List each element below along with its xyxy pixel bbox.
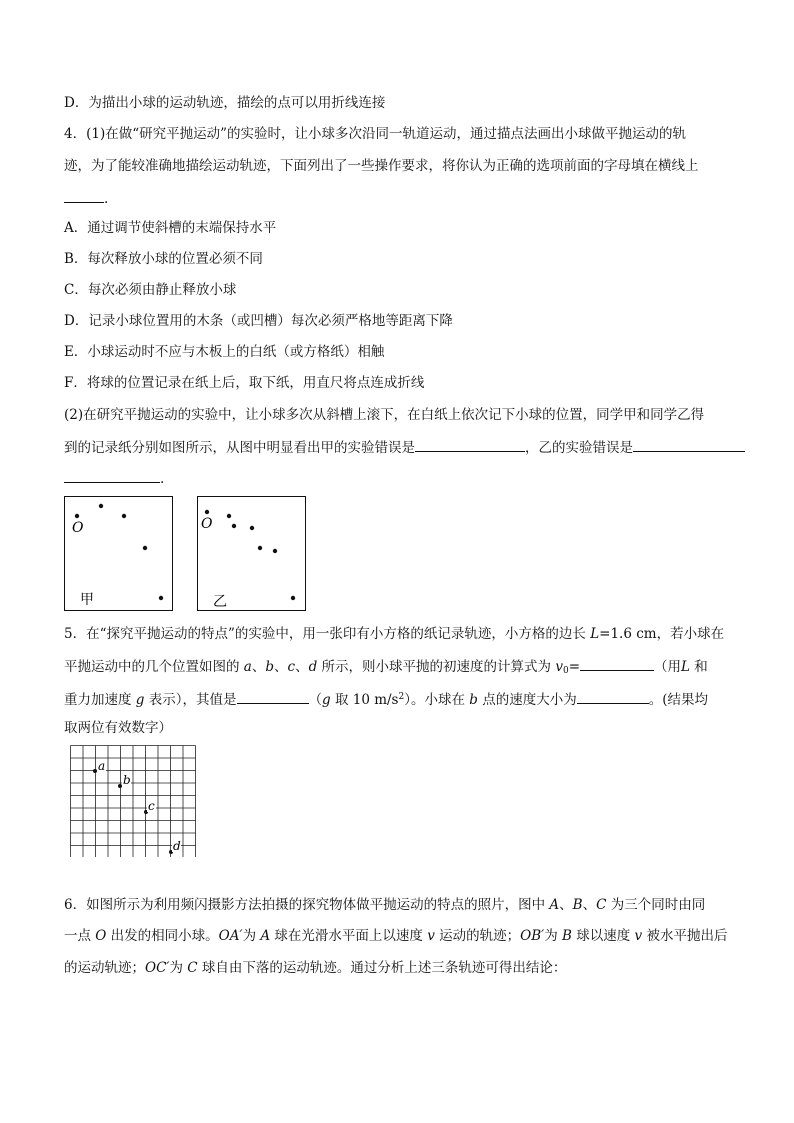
- q5-formula-blank[interactable]: [580, 656, 654, 671]
- q6-var-v: v: [634, 928, 643, 944]
- grid-point-a: [93, 769, 97, 773]
- q4-yi-error-blank-part1[interactable]: [633, 437, 745, 452]
- q6-stem-line3: [64, 958, 566, 978]
- q5-text: 和: [689, 659, 708, 675]
- jia-dot: [99, 504, 103, 508]
- q5-superscript: 2: [398, 692, 405, 702]
- jia-dot: [143, 546, 147, 550]
- q6-text: 一点: [64, 928, 96, 944]
- q5-text: 表示），其值是: [144, 692, 237, 708]
- q6-text: 球以速度: [571, 928, 635, 944]
- q5-stem-line4: 取两位有效数字）: [64, 720, 172, 736]
- q6-track-oc: OC′: [145, 960, 170, 976]
- q5-var-L: L: [681, 659, 690, 675]
- q5-text: 。(结果均: [648, 692, 709, 708]
- q5-text: （用: [654, 659, 682, 675]
- q5-sep: 、: [295, 659, 309, 675]
- q5-v0-var: v: [555, 659, 563, 675]
- q6-text: 运动的轨迹；: [434, 928, 521, 944]
- yi-dot: [227, 514, 231, 518]
- q5-grid-figure: [70, 745, 198, 857]
- q6-text: 球在光滑水平面上以速度: [270, 928, 428, 944]
- q6-var-v: v: [427, 928, 435, 944]
- q4-option-e: E．小球运动时不应与木板上的白纸（或方格纸）相触: [64, 344, 385, 360]
- q5-var-L: L: [590, 626, 600, 642]
- q5-text: 点的速度大小为: [477, 692, 577, 708]
- q6-text: 出发的相同小球。: [106, 928, 219, 944]
- q3-option-d: D．为描出小球的运动轨迹，描绘的点可以用折线连接: [64, 95, 386, 111]
- grid-label-d: d: [173, 839, 181, 853]
- q5-stem-line3: [64, 687, 708, 710]
- q5-point-a: a: [243, 659, 252, 675]
- yi-origin-label: O: [201, 516, 213, 532]
- yi-label: 乙: [213, 594, 227, 610]
- q4-stem-line3: [64, 188, 108, 209]
- q5-stem-line1: [64, 624, 724, 644]
- q4-part2-text-a: 到的记录纸分别如图所示，从图中明显看出甲的实验错误是: [64, 440, 415, 456]
- q6-ball-b: B: [562, 928, 572, 944]
- q4-part2-line2: [64, 437, 745, 458]
- yi-dot: [205, 510, 209, 514]
- q5-text: 取 10 m/s: [330, 692, 399, 708]
- q6-text: 为: [169, 960, 188, 976]
- q5-v0-sub: 0: [562, 666, 569, 676]
- yi-dot: [250, 526, 254, 530]
- figure-jia: [64, 496, 174, 612]
- q6-text: 球自由下落的运动轨迹。通过分析上述三条轨迹可得出结论：: [197, 960, 567, 976]
- jia-label: 甲: [80, 592, 94, 608]
- q6-text: 的运动轨迹；: [64, 960, 145, 976]
- q4-option-d: D．记录小球位置用的木条（或凹槽）每次必须严格地等距离下降: [64, 313, 453, 329]
- grid-point-b: [118, 784, 122, 788]
- q6-stem-line2: [64, 926, 727, 946]
- q5-text: （: [308, 692, 322, 708]
- yi-dot: [273, 549, 277, 553]
- q5-stem-line2: [64, 656, 708, 681]
- q6-point-o: O: [95, 928, 107, 944]
- q6-text: 为: [242, 928, 261, 944]
- yi-dot: [291, 596, 295, 600]
- q4-yi-error-blank-part2[interactable]: [64, 468, 160, 483]
- q4-stem-line2: 迹，为了能较准确地描绘运动轨迹，下面列出了一些操作要求，将你认为正确的选项前面的字母填在横线上: [64, 158, 699, 174]
- q4-stem-line1: 4．(1)在做“研究平抛运动”的实验时，让小球多次沿同一轨道运动，通过描点法画出小球做平抛运动的轨: [64, 126, 687, 142]
- jia-dot: [75, 514, 79, 518]
- jia-dot: [122, 514, 126, 518]
- figure-yi: [197, 496, 307, 612]
- q4-option-a: A．通过调节使斜槽的末端保持水平: [64, 220, 277, 236]
- q5-speed-blank[interactable]: [577, 689, 649, 704]
- q6-text: 为三个同时由同: [606, 897, 706, 913]
- q4-answer-blank[interactable]: [64, 188, 104, 203]
- q6-text: 被水平抛出后: [642, 928, 728, 944]
- q5-point-b: b: [469, 692, 478, 708]
- q6-track-ob: OB′: [520, 928, 545, 944]
- q6-track-oa: OA′: [218, 928, 243, 944]
- q5-sep: 、: [274, 659, 288, 675]
- q6-text: 6．如图所示为利用频闪摄影方法拍摄的探究物体做平抛运动的特点的照片，图中: [64, 897, 550, 913]
- q6-ball-a: A: [549, 897, 560, 913]
- q4-part2-period: .: [160, 471, 165, 487]
- q4-period: .: [104, 191, 109, 207]
- q5-text: 所示，则小球平抛的初速度的计算式为: [317, 659, 556, 675]
- q6-stem-line1: [64, 895, 705, 915]
- q6-ball-c: C: [187, 960, 198, 976]
- q5-text: ）。小球在: [404, 692, 470, 708]
- q5-point-d: d: [308, 659, 318, 675]
- q5-sep: 、: [251, 659, 266, 675]
- grid-label-b: b: [123, 773, 131, 787]
- q5-point-c: c: [287, 659, 296, 675]
- q6-text: 为: [544, 928, 562, 944]
- q5-text: 平抛运动中的几个位置如图的: [64, 659, 244, 675]
- q4-part2-line1: (2)在研究平抛运动的实验中，让小球多次从斜槽上滚下，在白纸上依次记下小球的位置，同学甲和同学乙得: [64, 407, 705, 423]
- q4-part2-line3: [64, 468, 164, 489]
- q5-var-g: g: [135, 692, 145, 708]
- q5-var-g: g: [322, 692, 331, 708]
- q6-ball-c: C: [596, 897, 607, 913]
- yi-dot: [232, 524, 236, 528]
- q6-ball-b: B: [572, 897, 583, 913]
- q4-option-c: C．每次必须由静止释放小球: [64, 282, 237, 298]
- q4-jia-error-blank[interactable]: [415, 437, 525, 452]
- q5-point-b: b: [265, 659, 275, 675]
- yi-dot: [258, 546, 262, 550]
- q5-text: 重力加速度: [64, 692, 136, 708]
- q6-sep: 、: [582, 897, 597, 913]
- q6-sep: 、: [559, 897, 573, 913]
- jia-origin-label: O: [72, 520, 84, 536]
- jia-dot: [159, 596, 163, 600]
- q4-part2-text-b: ，乙的实验错误是: [525, 440, 633, 456]
- q5-value-blank[interactable]: [237, 689, 309, 704]
- q4-option-f: F．将球的位置记录在纸上后，取下纸，用直尺将点连成折线: [64, 375, 425, 391]
- grid-label-c: c: [148, 799, 155, 813]
- q5-text: 5．在“探究平抛运动的特点”的实验中，用一张印有小方格的纸记录轨迹，小方格的边长: [64, 626, 591, 642]
- q5-equals: =: [568, 659, 581, 675]
- q5-text: =1.6 cm，若小球在: [599, 626, 725, 642]
- q6-ball-a: A: [260, 928, 271, 944]
- grid-label-a: a: [98, 759, 106, 773]
- q4-option-b: B．每次释放小球的位置必须不同: [64, 251, 263, 267]
